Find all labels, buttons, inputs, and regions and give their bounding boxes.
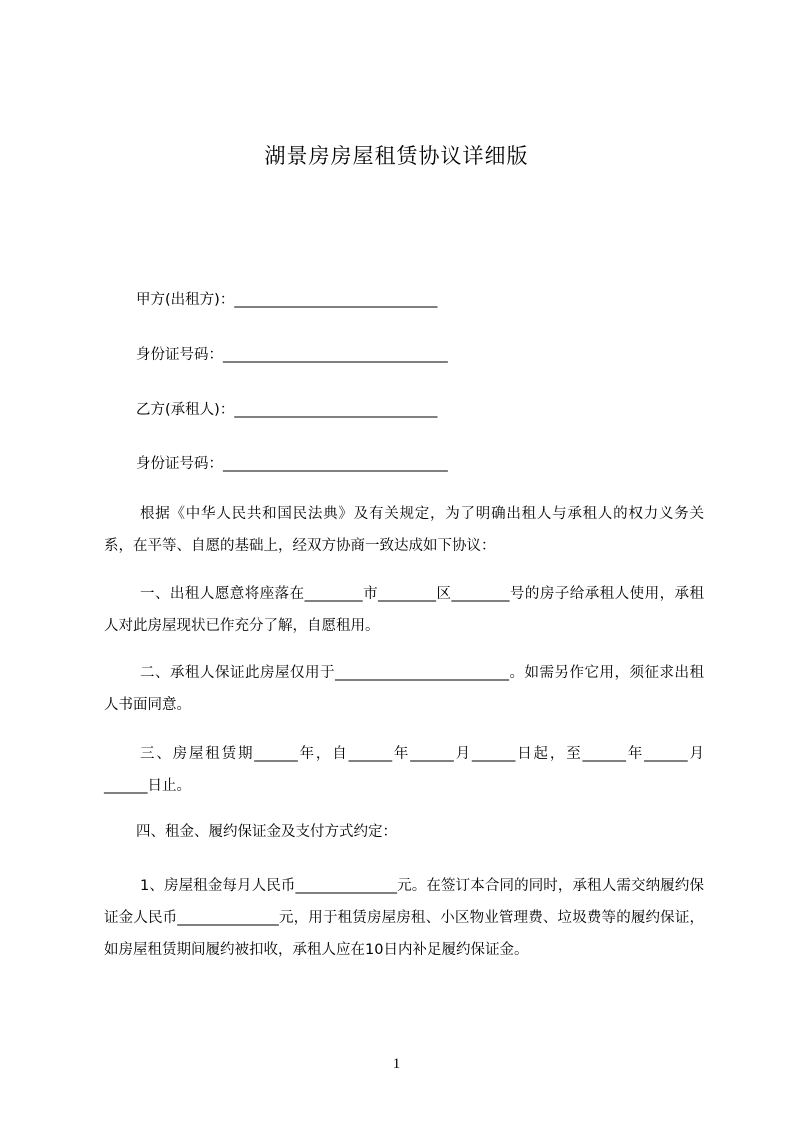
party-b-field: 乙方(承租人)：____________________________	[136, 402, 438, 418]
preamble-paragraph: 根据《中华人民共和国民法典》及有关规定，为了明确出租人与承租人的权力义务关系，在平等、自愿的基础上，经双方协商一致达成如下协议：	[104, 506, 704, 554]
party-b-id-field: 身份证号码：_______________________________	[136, 456, 448, 472]
clause-2-paragraph: 二、承租人保证此房屋仅用于________________________。如需另作它用，须征求出租人书面同意。	[104, 665, 704, 713]
page-number: 1	[392, 1056, 401, 1072]
document-title: 湖景房房屋租赁协议详细版	[264, 144, 529, 168]
party-a-field: 甲方(出租方)：____________________________	[136, 292, 438, 308]
clause-4-heading: 四、租金、履约保证金及支付方式约定：	[136, 824, 397, 840]
clause-1-paragraph: 一、出租人愿意将座落在________市________区________号的房子给承租人使用，承租人对此房屋现状已作充分了解，自愿租用。	[104, 586, 704, 634]
clause-3-paragraph: 三、房屋租赁期______年，自______年______月______日起，至______年______月______日止。	[104, 746, 704, 794]
party-a-id-field: 身份证号码：_______________________________	[136, 347, 448, 363]
clause-4-1-paragraph: 1、房屋租金每月人民币______________元。在签订本合同的同时，承租人需交纳履约保证金人民币______________元，用于租赁房屋房租、小区物业管理费、垃圾费等的履约保证，如房屋租赁期间履约被扣收，承租人应在10日内补足履约保证金。	[104, 878, 704, 958]
